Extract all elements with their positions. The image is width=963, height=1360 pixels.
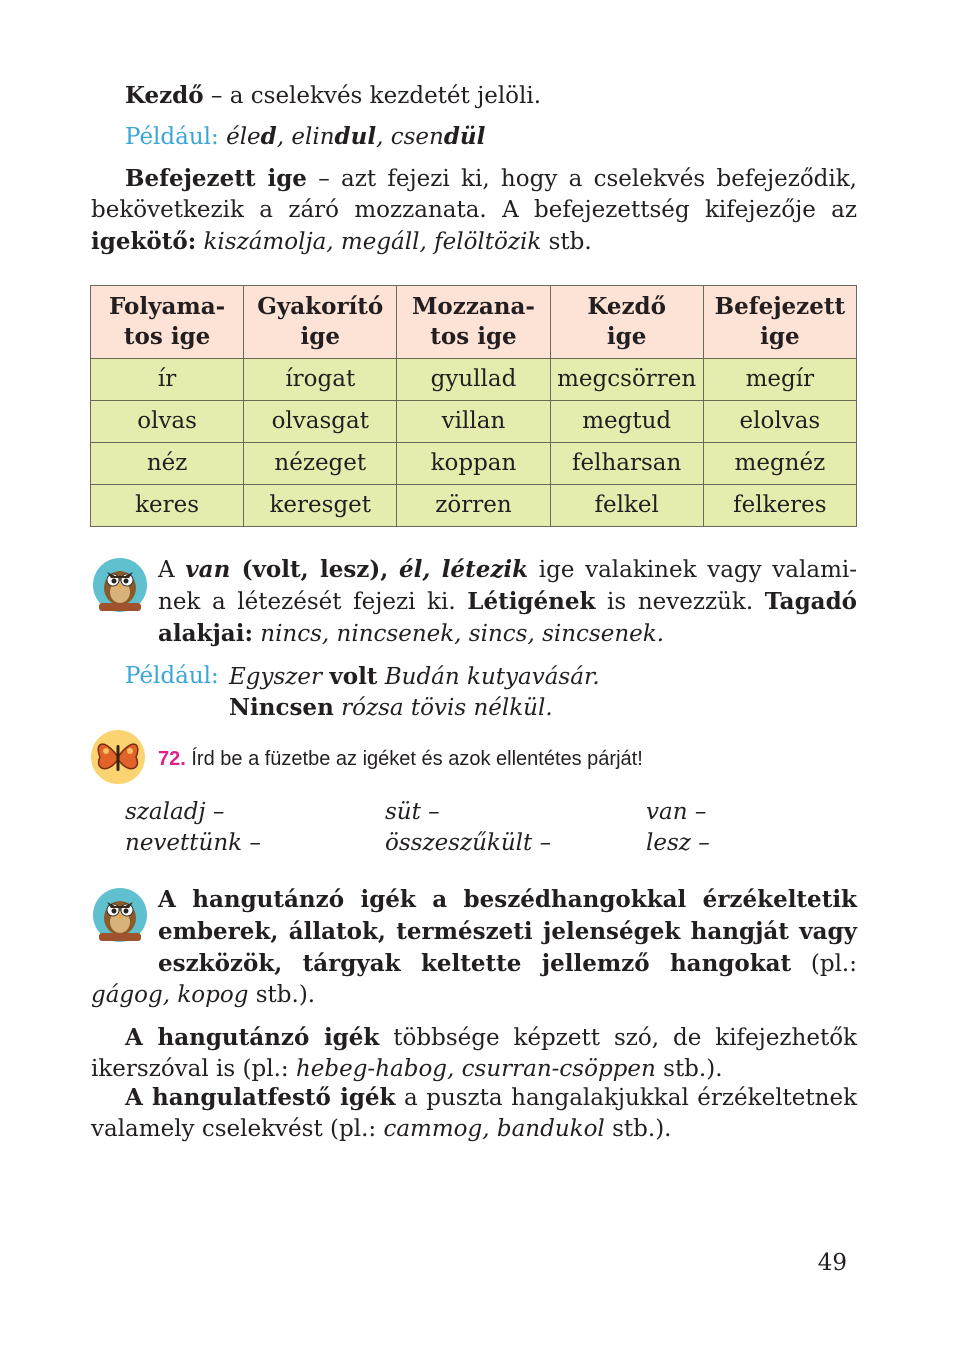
example-sentence-2: Nincsen rózsa tövis nélkül. <box>229 694 553 721</box>
task-word: süt – <box>385 799 440 825</box>
task-word: nevettünk – <box>125 830 261 856</box>
owl-icon <box>91 556 149 625</box>
table-cell: villan <box>397 401 550 443</box>
table-cell: ír <box>91 359 244 401</box>
page-number: 49 <box>817 1250 847 1276</box>
task-instruction: Írd be a füzetbe az igéket és azok ellentétes párját! <box>191 748 643 770</box>
table-cell: olvasgat <box>244 401 397 443</box>
table-cell: olvas <box>91 401 244 443</box>
task-72 <box>158 745 643 773</box>
example-sentence-1: Egyszer volt Budán kutyavásár. <box>229 663 600 690</box>
table-cell: felkel <box>550 485 703 527</box>
table-cell: felkeres <box>703 485 856 527</box>
table-row <box>91 485 857 527</box>
task-word: összeszűkült – <box>385 830 552 856</box>
table-cell: megnéz <box>703 443 856 485</box>
table-header: Gyakorító ige <box>244 286 397 359</box>
verb-types-table <box>90 285 857 527</box>
butterfly-icon <box>90 729 146 794</box>
table-cell: keres <box>91 485 244 527</box>
table-header: Befejezett ige <box>703 286 856 359</box>
example-label: Például: <box>125 124 219 150</box>
table-row <box>91 359 857 401</box>
table-cell: írogat <box>244 359 397 401</box>
hangutanzo-paragraph: A hangutánzó igék többsége képzett szó, de kifejezhetők ikerszóval is (pl.: hebeg-habog, csurran-csöppen stb.). <box>91 1024 857 1082</box>
table-cell: nézeget <box>244 443 397 485</box>
table-row <box>91 443 857 485</box>
table-cell: megír <box>703 359 856 401</box>
kezdo-definition: Kezdő – a cselekvés kezdetét jelöli. <box>125 82 542 109</box>
table-cell: felharsan <box>550 443 703 485</box>
task-number: 72. <box>158 748 186 770</box>
kezdo-examples: Például: éled, elindul, csendül <box>125 123 486 150</box>
table-header: Kezdő ige <box>550 286 703 359</box>
example-label: Például: <box>125 663 219 689</box>
table-cell: gyullad <box>397 359 550 401</box>
table-header: Folyama- tos ige <box>91 286 244 359</box>
task-column-1 <box>125 797 261 859</box>
table-cell: koppan <box>397 443 550 485</box>
table-cell: keresget <box>244 485 397 527</box>
hangutanzo-definition: A hangutánzó igék a beszédhangokkal érzékeltetik emberek, állatok, természeti jelenségek hangját vagy eszközök, tárgyak keltette jellemző hangokat (pl.: gágog, kopog stb.). <box>91 886 857 1008</box>
hangulatfesto-paragraph: A hangulatfestő igék a puszta hangalakjukkal érzékeltetnek valamely cselekvést (pl.: cammog, bandukol stb.). <box>91 1084 858 1142</box>
table-cell: zörren <box>397 485 550 527</box>
task-word: lesz – <box>646 830 710 856</box>
table-header: Mozzana- tos ige <box>397 286 550 359</box>
task-word: van – <box>646 799 707 825</box>
task-column-3 <box>646 797 710 859</box>
table-header-row <box>91 286 857 359</box>
table-row <box>91 401 857 443</box>
task-column-2 <box>385 797 551 859</box>
letige-definition: A van (volt, lesz), él, létezik ige valakinek vagy valaminek a létezését fejezi ki. Létigének is nevezzük. Tagadó alakjai: nincs, nincsenek, sincs, sincsenek. <box>158 556 858 647</box>
table-cell: megcsörren <box>550 359 703 401</box>
table-cell: megtud <box>550 401 703 443</box>
table-cell: elolvas <box>703 401 856 443</box>
befejezett-definition: Befejezett ige – azt fejezi ki, hogy a cselekvés befejeződik, bekövetkezik a záró mozzanata. A befejezettség kifejezője az igekötő: kiszámolja, megáll, felöltözik stb. <box>91 165 857 255</box>
task-word: szaladj – <box>125 799 225 825</box>
table-cell: néz <box>91 443 244 485</box>
